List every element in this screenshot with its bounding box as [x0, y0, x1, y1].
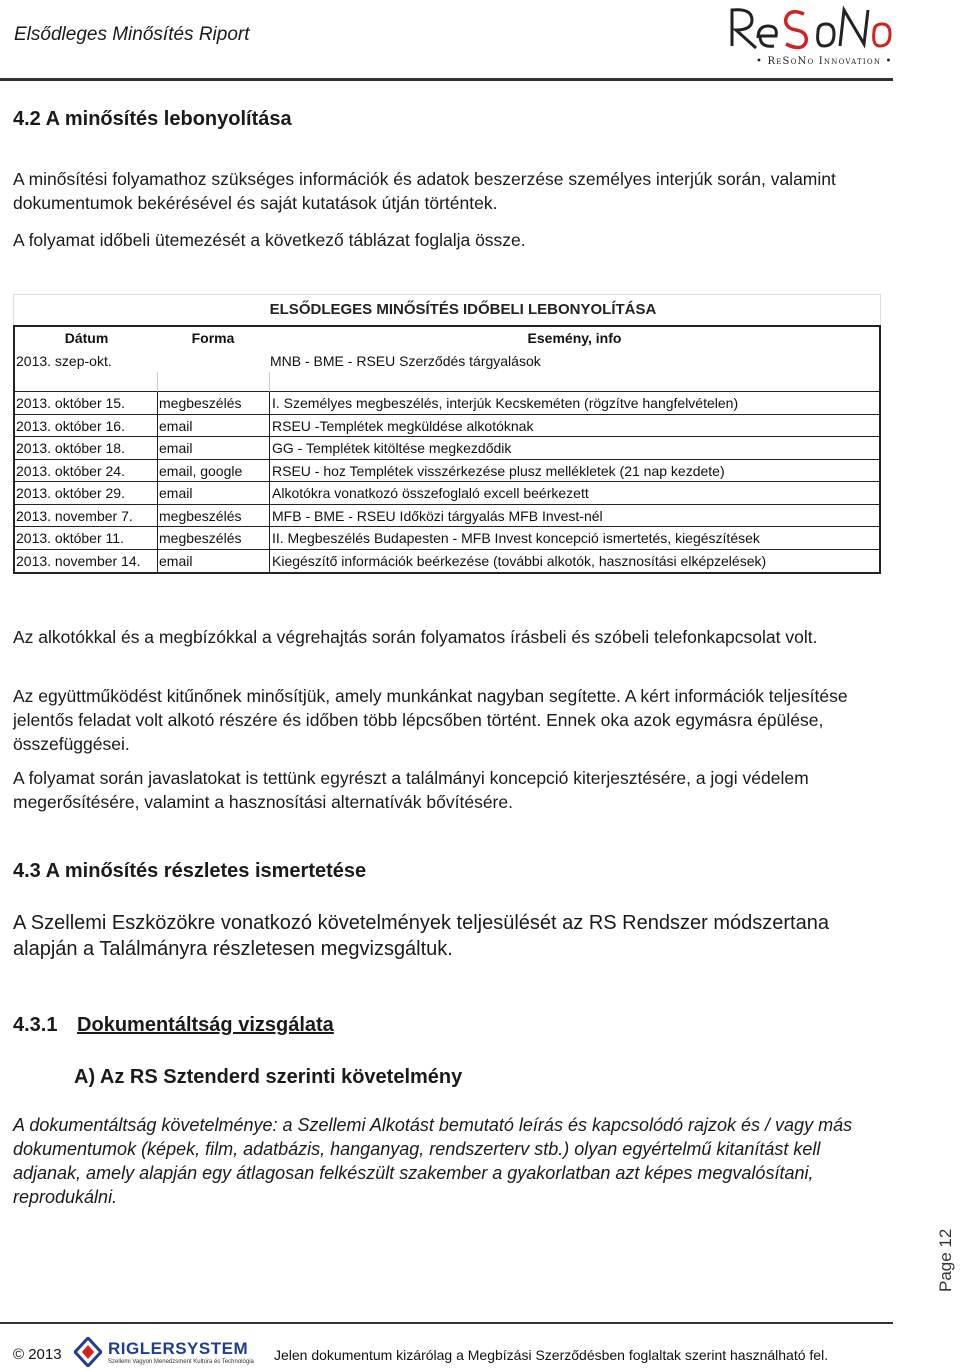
cell-event: MNB - BME - RSEU Szerződés tárgyalások — [270, 352, 541, 369]
heading-text: A minősítés részletes ismertetése — [40, 860, 367, 882]
cell-form: megbeszélés — [158, 392, 270, 415]
cell-date: 2013. október 11. — [15, 527, 158, 550]
cell-form: megbeszélés — [158, 505, 270, 528]
heading-number: 4.3 — [13, 860, 41, 882]
table-row — [15, 392, 879, 415]
cell-form — [157, 350, 268, 373]
cell-form: email — [158, 437, 270, 460]
cell-date: 2013. november 14. — [15, 550, 158, 573]
paragraph-contact: Az alkotókkal és a megbízókkal a végrehajtás során folyamatos írásbeli és szóbeli telefonkapcsolat volt. — [13, 627, 818, 647]
cell-date: 2013. október 24. — [15, 460, 158, 483]
table-row — [15, 527, 879, 550]
table-title: ELSŐDLEGES MINŐSÍTÉS IDŐBELI LEBONYOLÍTÁSA — [13, 294, 881, 325]
cell-event: I. Személyes megbeszélés, interjúk Kecskeméten (rögzítve hangfelvételen) — [270, 392, 879, 415]
cell-date: 2013. október 16. — [15, 415, 158, 438]
cell-form: email, google — [158, 460, 270, 483]
heading-title: Dokumentáltság vizsgálata — [77, 1014, 334, 1036]
cell-form: email — [158, 482, 270, 505]
table-body — [13, 325, 881, 574]
paragraph-intro: A minősítési folyamathoz szükséges információk és adatok beszerzése személyes interjúk során, valamint dokumentumok bekérésével és saját kutatások útján történtek. — [13, 169, 836, 213]
cell-event: GG - Templétek kitöltése megkezdődik — [270, 437, 879, 460]
spacer-cell — [158, 372, 270, 392]
cell-date: 2013. október 15. — [15, 392, 158, 415]
footer-divider — [0, 1322, 893, 1324]
table-row — [15, 505, 879, 528]
section-heading-4-2: 4.2 A minősítés lebonyolítása — [13, 108, 292, 130]
table-spacer-row — [15, 372, 879, 392]
logo-name: RIGLERSYSTEM — [108, 1339, 249, 1358]
table-row — [15, 550, 879, 573]
cell-date: 2013. szep-okt. — [16, 352, 112, 369]
logo-tagline: • ReSoNo Innovation • — [756, 56, 893, 67]
footer-disclaimer: Jelen dokumentum kizárólag a Megbízási Szerződésben foglaltak szerint használható fel. — [274, 1347, 829, 1363]
paragraph-cooperation: Az együttműködést kitűnőnek minősítjük, amely munkánkat nagyban segítette. A kért információk teljesítése jelentős feladat volt alkotó részére és időben több lépcsőben történt. Ennek oka azok egymásra épülése, összefüggései. — [13, 686, 848, 754]
page-number: Page 12 — [936, 1228, 955, 1292]
spacer-cell — [15, 372, 158, 392]
section-heading-4-3-1 — [13, 1014, 334, 1037]
cell-date: 2013. október 18. — [15, 437, 158, 460]
cell-event: RSEU - hoz Templétek visszérkezése plusz mellékletek (21 nap kezdete) — [270, 460, 879, 483]
cell-event: RSEU -Templétek megküldése alkotóknak — [270, 415, 879, 438]
header-date: Dátum — [64, 330, 109, 346]
report-title: Elsődleges Minősítés Riport — [14, 24, 250, 45]
cell-date: 2013. november 7. — [15, 505, 158, 528]
riglersystem-logo — [74, 1335, 254, 1369]
logo-subtitle: Szellemi Vagyon Menedzsment Kultúra és Technológia — [108, 1359, 254, 1365]
footer-copyright: © 2013 — [13, 1346, 62, 1363]
table-header-row — [15, 327, 879, 350]
cell-form: email — [158, 550, 270, 573]
table-row — [15, 460, 879, 483]
cell-date: 2013. október 29. — [15, 482, 158, 505]
cell-event: Alkotókra vonatkozó összefoglaló excell beérkezett — [270, 482, 879, 505]
heading-number: 4.3.1 — [13, 1014, 58, 1036]
cell-event: Kiegészítő információk beérkezése (további alkotók, hasznosítási elképzelések) — [272, 552, 767, 569]
table-row — [15, 350, 879, 373]
cell-event: II. Megbeszélés Budapesten - MFB Invest koncepció ismertetés, kiegészítések — [270, 527, 879, 550]
cell-form: email — [158, 415, 270, 438]
schedule-table — [13, 294, 881, 574]
paragraph-documentation-req: A dokumentáltság követelménye: a Szellemi Alkotást bemutató leírás és kapcsolódó rajzok és / vagy más dokumentumok (képek, film, adatbázis, hanganyag, rendszerterv stb.) olyan egyértelmű kitanítást kell adjanak, amely alapján egy átlagosan felkészült szakember a gyakorlatban azt képes megvalósítani, reprodukálni. — [13, 1115, 853, 1207]
spacer-cell — [270, 372, 879, 392]
paragraph-requirements: A Szellemi Eszközökre vonatkozó követelmények teljesülését az RS Rendszer módszertana alapján a Találmányra részletesen megvizsgáltuk. — [13, 912, 829, 960]
subheading-a: A) Az RS Sztenderd szerinti követelmény — [74, 1066, 463, 1088]
paragraph-proposals: A folyamat során javaslatokat is tettünk egyrészt a találmányi koncepció kiterjesztésére, a jogi védelem megerősítésére, valamint a hasznosítási alternatívák bővítésére. — [13, 768, 809, 812]
table-row — [15, 437, 879, 460]
table-row — [15, 482, 879, 505]
header-event: Esemény, info — [527, 330, 622, 346]
paragraph-table-intro: A folyamat időbeli ütemezését a következő táblázat foglalja össze. — [13, 230, 526, 250]
riglersystem-emblem-icon — [74, 1337, 102, 1367]
header-divider — [0, 78, 893, 81]
section-heading-4-3 — [13, 860, 366, 883]
header-form: Forma — [191, 330, 235, 346]
cell-form: megbeszélés — [158, 527, 270, 550]
table-row — [15, 415, 879, 438]
cell-event: MFB - BME - RSEU Időközi tárgyalás MFB Invest-nél — [270, 505, 879, 528]
